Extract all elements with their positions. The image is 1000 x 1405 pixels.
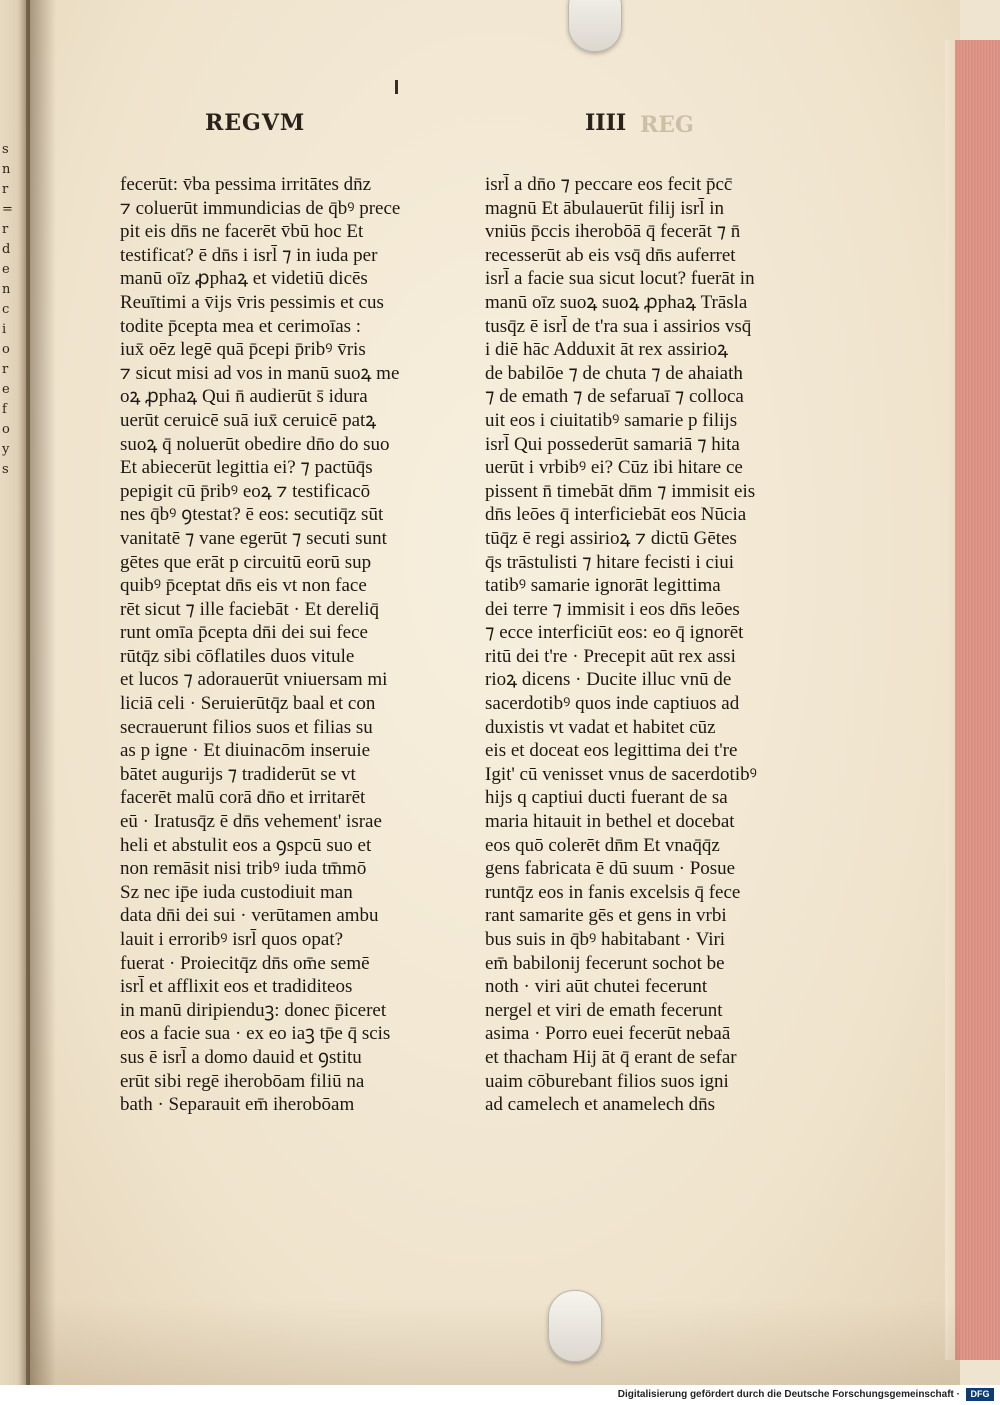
text-line: non remāsit nisi tribꝰ iuda tm̄mō (120, 858, 367, 880)
text-line: suoꝝ q̄ noluerūt obedire dn̄o do suo (120, 433, 390, 455)
text-line: rēt sicut ⁊ ille faciebāt · Et dereliq̄ (120, 598, 379, 620)
text-line: pepigit cū p̄ribꝰ eoꝝ ⁊ testificacō (120, 480, 371, 502)
running-title: REGVM (205, 110, 306, 136)
text-line: facerēt malū corā dn̄o et irritarēt (120, 787, 366, 809)
text-line: pit eis dn̄s ne facerēt v̄bū hoc Et (120, 221, 364, 243)
text-line: manū oīz suoꝝ suoꝝ ꝓphaꝝ Trāsla (485, 291, 748, 313)
text-line: data dn̄i dei sui · verūtamen ambu (120, 905, 379, 927)
text-line: q̄s trāstulisti ⁊ hitare fecisti i ciui (485, 551, 735, 573)
text-line: vniūs p̄ccis iherobōā q̄ fecerāt ⁊ n̄ (485, 221, 741, 243)
text-line: pissent n̄ timebāt dn̄m ⁊ immisit eis (485, 480, 756, 502)
page-clip-top (568, 0, 622, 52)
text-line: et thacham Hij āt q̄ erant de sefar (485, 1046, 737, 1068)
text-line: gens fabricata ē dū suum · Posue (485, 858, 736, 880)
text-line: Igit' cū venisset vnus de sacerdotibꝰ (485, 763, 757, 785)
ink-mark (395, 80, 398, 94)
text-line: hijs q captiui ducti fuerant de sa (485, 787, 728, 809)
text-line: as p igne · Et diuinacōm inseruie (120, 740, 371, 762)
right-text-column (485, 173, 790, 1117)
text-line: uaim cōburebant filios suos igni (485, 1070, 729, 1092)
left-text-column (120, 173, 435, 1117)
text-line: eis et doceat eos legittima dei t're (485, 740, 738, 762)
text-line: eos quō colerēt dn̄m Et vnaq̄q̄z (485, 834, 720, 856)
text-line: eū · Iratusq̄z ē dn̄s vehement' israe (120, 811, 382, 833)
text-line: liciā celi · Seruierūtq̄z baal et con (120, 693, 376, 715)
text-line: et lucos ⁊ adorauerūt vniuersam mi (120, 669, 388, 691)
text-line: uit eos i ciuitatibꝰ samarie p filijs (485, 409, 738, 431)
text-line: uerūt i vrbibꝰ ei? Cūz ibi hitare ce (485, 457, 743, 479)
text-line: todite p̄cepta mea et cerimoīas : (120, 315, 362, 337)
text-line: dn̄s leōes q̄ interficiebāt eos Nūcia (485, 504, 747, 526)
red-page-edges (955, 40, 1000, 1360)
text-line: runtq̄z eos in fanis excelsis q̄ fece (485, 881, 741, 903)
text-line: heli et abstulit eos a ꝯspcū suo et (120, 834, 372, 856)
text-line: iux̄ oēz legē quā p̄cepi p̄ribꝰ v̄ris (120, 339, 366, 361)
text-line: lauit i erroribꝰ isrl̄ quos opat? (120, 929, 344, 950)
text-line: maria hitauit in bethel et docebat (485, 811, 735, 833)
text-line: tūq̄z ē regi assirioꝝ ⁊ dictū Gētes (485, 527, 737, 549)
text-line: sacerdotibꝰ quos inde captiuos ad (485, 693, 740, 715)
digitization-footer (0, 1385, 1000, 1405)
text-line: fecerūt: v̄ba pessima irritātes dn̄z (120, 174, 372, 195)
text-line: ⁊ ecce interficiūt eos: eo q̄ ignorēt (485, 622, 744, 644)
text-line: Et abiecerūt legittia ei? ⁊ pactūq̄s (120, 457, 373, 479)
text-line: ⁊ coluerūt immundicias de q̄bꝰ prece (120, 197, 401, 219)
text-line: i diē hāc Adduxit āt rex assirioꝝ (485, 339, 729, 361)
dfg-logo: DFG (966, 1388, 994, 1401)
text-line: bath · Separauit em̄ iherobōam (120, 1094, 355, 1116)
funding-credit: Digitalisierung gefördert durch die Deutsche Forschungsgemeinschaft · (617, 1389, 960, 1400)
text-line: isrl̄ et afflixit eos et tradiditeos (120, 976, 353, 998)
text-line: rūtq̄z sibi cōflatiles duos vitule (120, 645, 355, 667)
text-line: recesserūt ab eis vsq̄ dn̄s auferret (485, 244, 736, 266)
text-line: ⁊ sicut misi ad vos in manū suoꝝ me (120, 362, 400, 384)
text-line: rant samarite gēs et gens in vrbi (485, 905, 727, 927)
text-line: manū oīz ꝓphaꝝ et videtiū dicēs (120, 268, 368, 290)
text-line: secrauerunt filios suos et filias su (120, 716, 373, 738)
text-line: oꝝ ꝓphaꝝ Qui n̄ audierūt s̄ idura (120, 386, 368, 408)
show-through-title: REG (640, 112, 694, 138)
text-line: erūt sibi regē iherobōam filiū na (120, 1070, 365, 1092)
text-line: em̄ babilonij fecerunt sochot be (485, 952, 725, 974)
text-line: in manū diripienduꝫ: donec p̄iceret (120, 999, 387, 1021)
text-line: nes q̄bꝰ ꝯtestat? ē eos: secutiq̄z sūt (120, 504, 384, 526)
text-line: eos a facie sua · ex eo iaꝫ tp̄e q̄ scis (120, 1023, 391, 1045)
text-line: bus suis in q̄bꝰ habitabant · Viri (485, 929, 726, 950)
text-line: asima · Porro euei fecerūt nebaā (485, 1023, 731, 1045)
text-line: tusq̄z ē isrl̄ de t'ra sua i assirios vsq̄ (485, 315, 752, 337)
text-line: nergel et viri de emath fecerunt (485, 999, 723, 1021)
text-line: isrl̄ a dn̄o ⁊ peccare eos fecit p̄cc̄ (485, 174, 733, 195)
text-line: sus ē isrl̄ a domo dauid et ꝯstitu (120, 1046, 362, 1068)
text-line: ritū dei t're · Precepit aūt rex assi (485, 645, 736, 667)
left-page-margin-text: s n r = r d e n c i o r e f o y s (2, 142, 14, 477)
text-line: ad camelech et anamelech dn̄s (485, 1094, 715, 1116)
text-line: ⁊ de emath ⁊ de sefaruaī ⁊ colloca (485, 386, 744, 408)
text-line: Reuītimi a v̄ijs v̄ris pessimis et cus (120, 291, 384, 313)
text-line: magnū Et ābulauerūt filij isrl̄ in (485, 197, 725, 219)
gutter-shadow (26, 0, 56, 1385)
text-line: isrl̄ a facie sua sicut locut? fuerāt in (485, 268, 755, 290)
text-line: dei terre ⁊ immisit i eos dn̄s leōes (485, 598, 740, 620)
text-line: runt omīa p̄cepta dn̄i dei sui fece (120, 622, 368, 644)
text-line: fuerat · Proiecitq̄z dn̄s om̄e semē (120, 952, 370, 974)
text-line: tatibꝰ samarie ignorāt legittima (485, 575, 721, 597)
text-line: quibꝰ p̄ceptat dn̄s eis vt non face (120, 575, 367, 597)
text-line: gētes que erāt p circuitū eorū sup (120, 551, 372, 573)
text-line: duxistis vt vadat et habitet cūz (485, 716, 716, 738)
text-line: de babilōe ⁊ de chuta ⁊ de ahaiath (485, 362, 743, 384)
text-line: noth · viri aūt chutei fecerunt (485, 976, 708, 998)
text-line: vanitatē ⁊ vane egerūt ⁊ secuti sunt (120, 527, 387, 549)
text-line: isrl̄ Qui possederūt samariā ⁊ hita (485, 433, 740, 455)
text-line: rioꝝ dicens · Ducite illuc vnū de (485, 669, 732, 691)
bottom-shadow (30, 1300, 960, 1385)
text-line: Sz nec ip̄e iuda custodiuit man (120, 881, 353, 903)
text-line: uerūt ceruicē suā iux̄ ceruicē patꝝ (120, 409, 377, 431)
page-clip-bottom (548, 1290, 602, 1362)
text-line: bātet augurijs ⁊ tradiderūt se vt (120, 763, 356, 785)
folio-number: IIII (585, 110, 627, 136)
text-line: testificat? ē dn̄s i isrl̄ ⁊ in iuda per (120, 244, 378, 266)
